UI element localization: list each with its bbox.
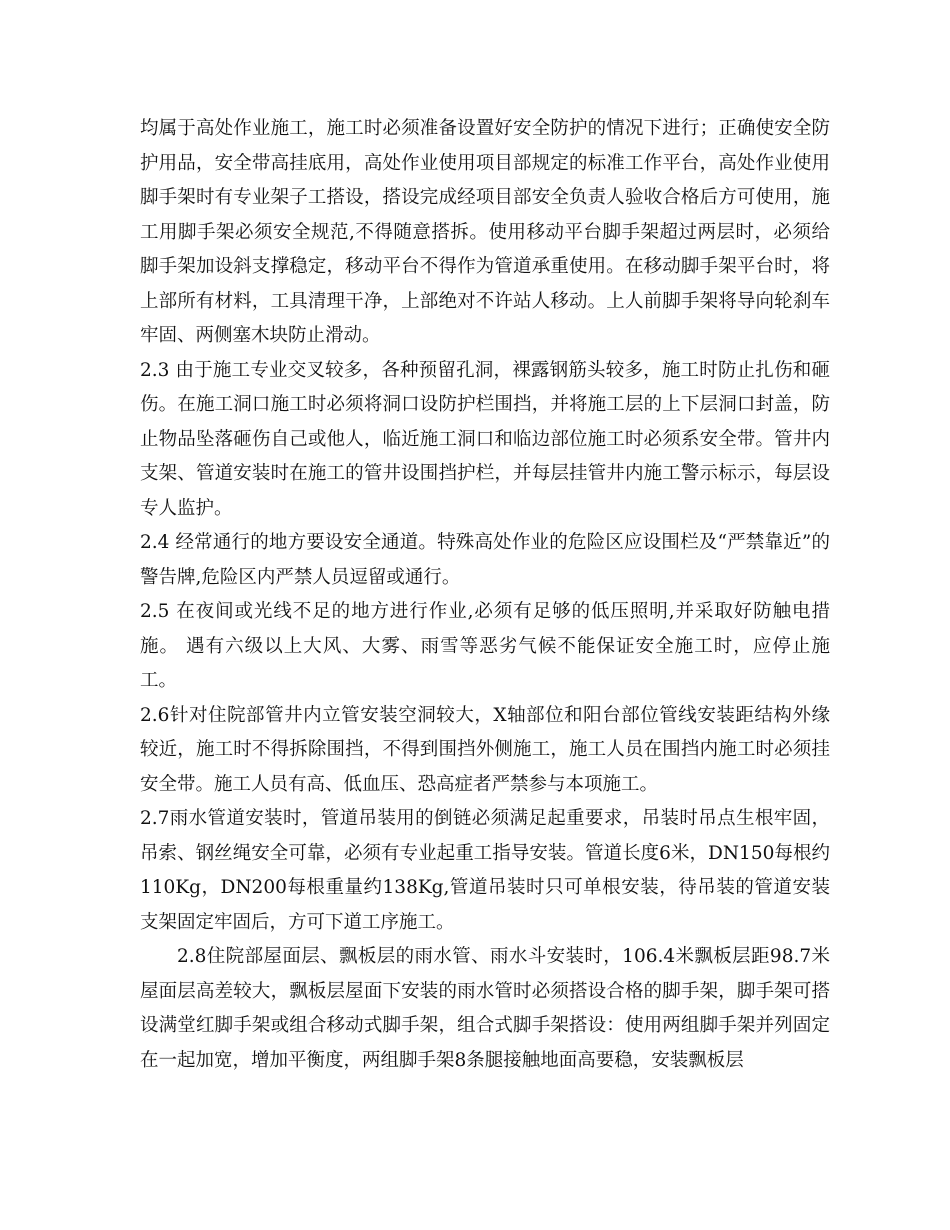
paragraph-2-5: 2.5 在夜间或光线不足的地方进行作业,必须有足够的低压照明,并采取好防触电措施。 遇有六级以上大风、大雾、雨雪等恶劣气候不能保证安全施工时，应停止施工。 xyxy=(140,601,830,691)
paragraph-high-work-safety: 均属于高处作业施工，施工时必须准备设置好安全防护的情况下进行；正确使安全防护用品，安全带高挂底用，高处作业使用项目部规定的标准工作平台，高处作业使用脚手架时有专业架子工搭设，搭设完成经项目部安全负责人验收合格后方可使用，施工用脚手架必须安全规范,不得随意搭拆。使用移动平台脚手架超过两层时，必须给脚手架加设斜支撑稳定，移动平台不得作为管道承重使用。在移动脚手架平台时，将上部所有材料，工具清理干净，上部绝对不许站人移动。上人前脚手架将导向轮刹车牢固、两侧塞木块防止滑动。 xyxy=(140,118,830,346)
paragraph-2-7: 2.7雨水管道安装时，管道吊装用的倒链必须满足起重要求，吊装时吊点生根牢固，吊索、钢丝绳安全可靠，必须有专业起重工指导安装。管道长度6米，DN150每根约110Kg，DN200每根重量约138Kg,管道吊装时只可单根安装，待吊装的管道安装支架固定牢固后，方可下道工序施工。 xyxy=(140,808,830,933)
paragraph-2-6: 2.6针对住院部管井内立管安装空洞较大，X轴部位和阳台部位管线安装距结构外缘较近，施工时不得拆除围挡，不得到围挡外侧施工，施工人员在围挡内施工时必须挂安全带。施工人员有高、低血压、恐高症者严禁参与本项施工。 xyxy=(140,704,830,795)
paragraph-2-8: 2.8住院部屋面层、飘板层的雨水管、雨水斗安装时，106.4米飘板层距98.7米屋面层高差较大，飘板层屋面下安装的雨水管时必须搭设合格的脚手架，脚手架可搭设满堂红脚手架或组合移动式脚手架，组合式脚手架搭设：使用两组脚手架并列固定在一起加宽，增加平衡度，两组脚手架8条腿接触地面高要稳，安装飘板层 xyxy=(140,946,830,1071)
document-body xyxy=(140,112,830,1078)
paragraph-2-3: 2.3 由于施工专业交叉较多，各种预留孔洞，裸露钢筋头较多，施工时防止扎伤和砸伤。在施工洞口施工时必须将洞口设防护栏围挡，并将施工层的上下层洞口封盖，防止物品坠落砸伤自己或他人，临近施工洞口和临边部位施工时必须系安全带。管井内支架、管道安装时在施工的管井设围挡护栏，并每层挂管井内施工警示标示，每层设专人监护。 xyxy=(140,359,830,519)
paragraph-2-4: 2.4 经常通行的地方要设安全通道。特殊高处作业的危险区应设围栏及“严禁靠近”的警告牌,危险区内严禁人员逗留或通行。 xyxy=(140,532,830,588)
